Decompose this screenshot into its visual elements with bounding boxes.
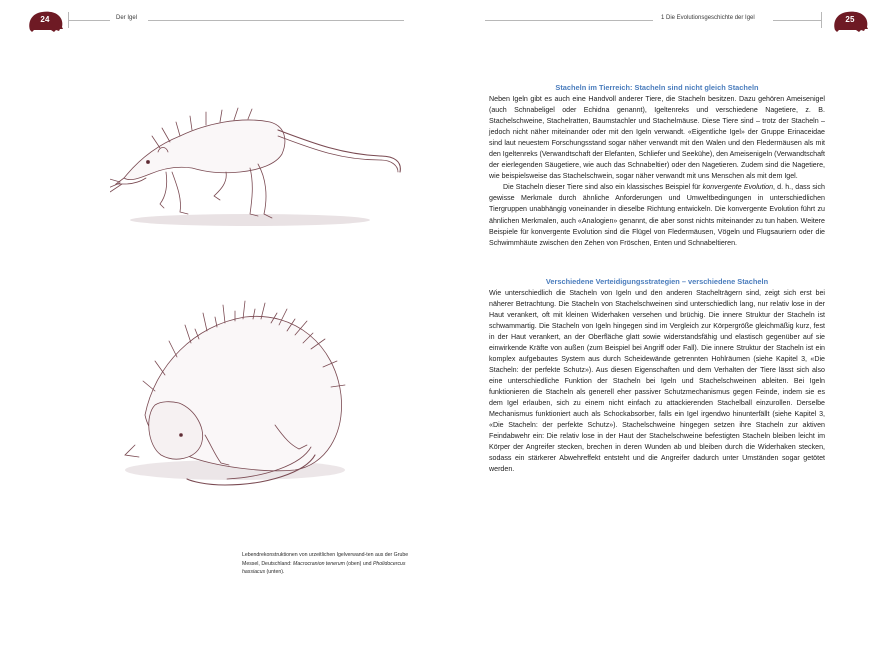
header-rule-right [148,20,404,21]
caption-text: (oben) und [344,560,373,567]
pholidocercus-illustration [115,295,405,495]
paragraph: Neben Igeln gibt es auch eine Handvoll anderer Tiere, die Stacheln besitzen. Dazu gehören Ameisenigel (auch Schnabeligel oder Echidna genannt), Igeltenreks und verschiedene Nagetiere, z. B. Stachelschweine, Stachelratten, Baumstachler und Stachelmäuse. Diese Tiere sind – trotz der Stacheln – jedoch nicht näher miteinander oder mit den Igeln verwandt. «Eigentliche Igel» der Gruppe Erinaceidae sind laut neuestem Forschungsstand sogar näher verwandt mit den Walen und den Fledermäusen als mit den Igeltenreks (Verwandtschaft der Elefanten, Schliefer und Seekühe), den Ameisenigeln (Verwandtschaft der eierlegenden Säugetiere, wie auch das Schnabeltier) oder den Nagetieren. Zudem sind die Nagetiere, wie beispielsweise das Stachelschwein, sogar näher verwandt mit uns Menschen als mit dem Igel. [489,95,825,181]
running-head: 1 Die Evolutionsgeschichte der Igel [661,15,755,21]
macrocranion-illustration [110,92,410,232]
header-rule-right [773,20,821,21]
paragraph: Wie unterschiedlich die Stacheln von Igeln und den anderen Stachelträgern sind, zeigt sich erst bei näherer Betrachtung. Die Stacheln von Stachelschweinen sind unterschiedlich lang, nur relativ lose in der Haut verankert, oft mit kleinen Widerhaken versehen und brüchig. Die innere Struktur der Stacheln ist schwammartig. Die Stacheln von Igeln hingegen sind im Vergleich zur Körpergröße gleichmäßig kurz, fest in der Haut verankert, an der Oberfläche glatt sowie widerstandsfähig und elastisch gegenüber auf sie einwirkende Kräfte von außen (zum Beispiel bei Angriff oder Fall). Die innere Struktur der Stacheln ist ein komplex aufgebautes System aus durch Scheidewände getrennten Hohlräumen (siehe Kapitel 3, «Die Stacheln: der perfekte Schutz»). Aus diesen Eigenschaften und dem Verhalten der Tiere lässt sich also eine unterschiedliche Funktion der Stacheln bei Igeln und Stachelschweinen ableiten. Bei Igeln funktionieren die Stacheln als generell eher passiver Schutzmechanismus gegen Feinde, indem sie es dem Igel erlauben, sich zu einem nicht einfach zu attackierenden Stachelball einzurollen. Derselbe Mechanismus funktioniert auch als Schockabsorber, falls ein Igel irgendwo hinunterfällt (siehe Kapitel 3, «Die Stacheln: der perfekte Schutz»). Stachelschweine hingegen setzen ihre Stacheln zur aktiven Feindabwehr ein: Die relativ lose in der Haut der Stachelschweine befestigten Stacheln bleiben leicht im Körper der Angreifer stecken, brechen in deren Wunden ab und bleiben durch die Widerhaken stecken, sodass ein stärkerer Abwehreffekt entsteht und die Angreifer dadurch unter Umständen sogar getötet werden. [489,288,825,474]
caption-text: Lebendrekonstruktionen von urzeitlichen Igelverwand-ten aus der Grube Messel, Deutschland: [242,552,409,567]
section-title: Stacheln im Tierreich: Stacheln sind nicht gleich Stacheln [555,83,759,92]
page-number: 24 [40,15,50,24]
caption-species-1: Macrocranion tenerum [293,560,345,567]
right-page [447,0,893,648]
page-number: 25 [845,15,855,24]
header-tick [821,12,822,28]
section-title: Verschiedene Verteidigungsstrategien – verschiedene Stacheln [545,276,769,286]
emphasis-term: konvergente Evolution [702,183,774,192]
caption-text: (unten). [265,569,285,576]
header-rule-left [68,20,110,21]
header-rule-left [485,20,653,21]
left-page [0,0,446,648]
main-text [489,82,825,475]
paragraph-text: Die Stacheln dieser Tiere sind also ein klassisches Beispiel für [503,183,703,192]
left-page-header [26,8,406,34]
caption-species-2: Pholidocercus hassiacus [242,560,406,576]
paragraph-text: , d. h., dass sich gewisse Merkmale durch ähnliche Anforderungen und Umweltbedingungen in unterschiedlichen Tiergruppen unabhängig voneinander in dieselbe Richtung entwickeln. Die konvergente Evolution führt zu ähnlichen Merkmalen, auch «Analogien» genannt, die aber sonst nichts miteinander zu tun haben. Weitere Beispiele für konvergente Evolution sind die Flügel von Fledermäusen, Vögeln und Flugsauriern oder die Schwimmhäute zwischen den Zehen von Fröschen, Enten und Schnabeltieren. [489,183,825,247]
running-head: Der Igel [116,15,138,21]
paragraph [489,182,825,248]
figure-caption [242,551,412,577]
section-gap [489,249,825,276]
page-number-badge [26,10,64,32]
right-page-header [485,8,865,34]
page-number-badge [831,10,869,32]
